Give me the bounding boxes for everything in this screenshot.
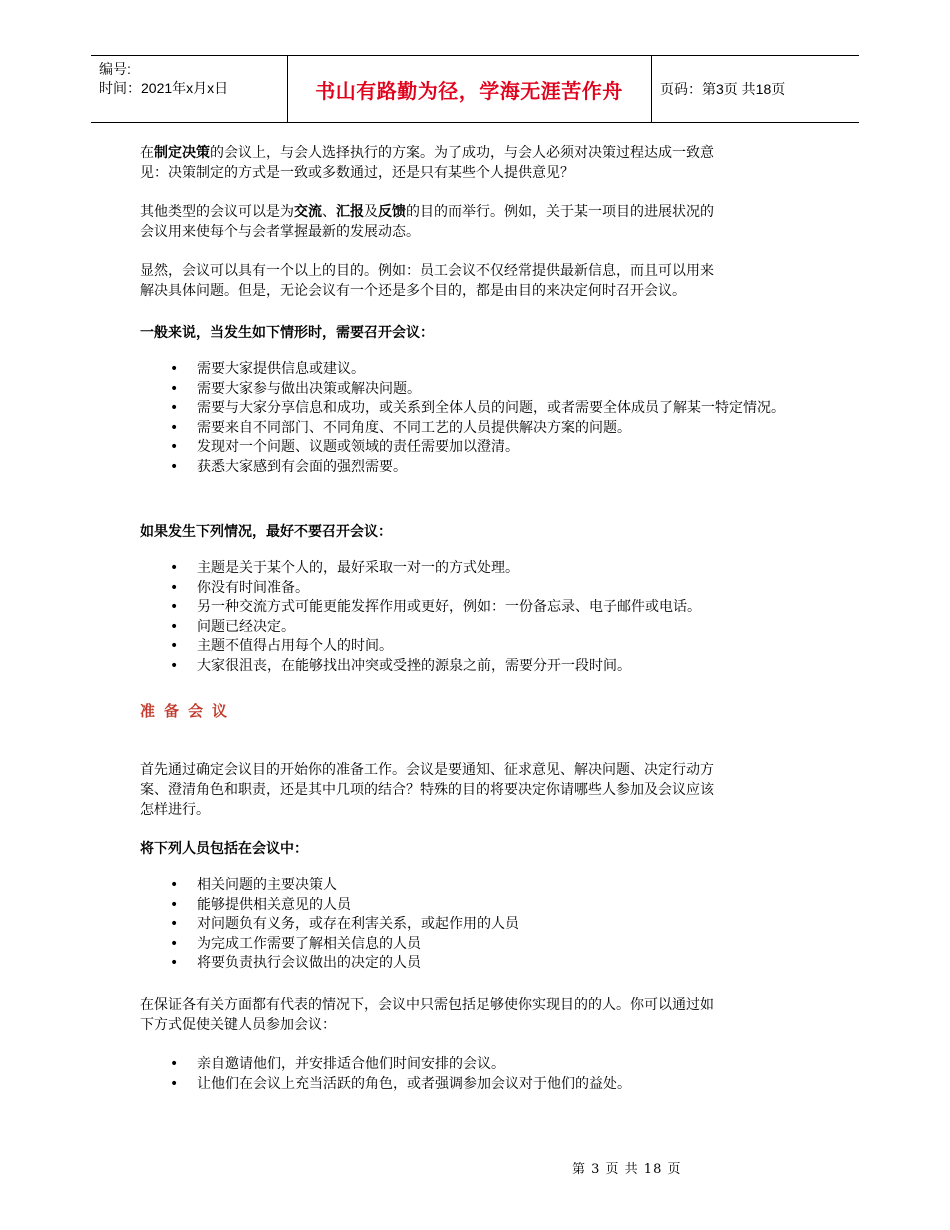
list-item: • 相关问题的主要决策人 [140,876,816,896]
paragraph-line: 下方式促使关键人员参加会议： [140,1017,336,1033]
paragraph-decision [140,143,816,183]
list-item: • 问题已经决定。 [140,618,816,638]
paragraph-line: 案、澄清角色和职责，还是其中几项的结合？特殊的目的将要决定你请哪些人参加及会议应该 [140,782,714,798]
paragraph-other-types [140,202,816,242]
list-item: • 大家很沮丧，在能够找出冲突或受挫的源泉之前，需要分开一段时间。 [140,657,816,677]
list-not [140,559,816,677]
time-label: 时间：2021年x月x日 [99,80,229,96]
header-divider [651,56,652,122]
paragraph-line [140,202,816,222]
list-item: • 亲自邀请他们，并安排适合他们时间安排的会议。 [140,1055,816,1075]
header-page-label: 页码：第3页 共18页 [660,81,786,97]
section-heading-prepare: 准备会议 [140,702,237,720]
page-footer: 第 3 页 共 18 页 [572,1162,682,1177]
header-meta [91,56,287,122]
paragraph-prepare-intro [140,760,816,820]
list-when [140,360,816,478]
text-run: 的目的而举行。例如，关于某一项目的进展状况的 [406,204,714,220]
bold-term: 交流 [294,204,322,220]
list-include [140,876,816,974]
bold-term: 制定决策 [154,145,210,161]
list-invite [140,1055,816,1094]
list-item: • 将要负责执行会议做出的决定的人员 [140,954,816,974]
header-motto: 书山有路勤为径，学海无涯苦作舟 [315,78,623,103]
list-item: • 主题不值得占用每个人的时间。 [140,637,816,657]
bold-term: 汇报 [336,204,364,220]
paragraph-line [140,143,816,163]
paragraph-line: 首先通过确定会议目的开始你的准备工作。会议是要通知、征求意见、解决问题、决定行动方 [140,762,714,778]
text-run: 其他类型的会议可以是为 [140,204,294,220]
list-item: • 获悉大家感到有会面的强烈需要。 [140,458,816,478]
section-heading-include: 将下列人员包括在会议中： [140,841,308,857]
list-item: • 让他们在会议上充当活跃的角色，或者强调参加会议对于他们的益处。 [140,1075,816,1095]
paragraph-line: 会议用来使每个与会者掌握最新的发展动态。 [140,224,420,240]
text-run: 及 [364,204,378,220]
paragraph-ensure [140,995,816,1035]
text-run: 在 [140,145,154,161]
list-item: • 需要与大家分享信息和成功，或关系到全体人员的问题，或者需要全体成员了解某一特定情况。 [140,399,799,419]
list-item: • 能够提供相关意见的人员 [140,896,816,916]
list-item: • 需要来自不同部门、不同角度、不同工艺的人员提供解决方案的问题。 [140,419,816,439]
text-run: 的会议上，与会人选择执行的方案。为了成功，与会人必须对决策过程达成一致意 [210,145,714,161]
list-item: • 主题是关于某个人的，最好采取一对一的方式处理。 [140,559,816,579]
paragraph-line: 解决具体问题。但是，无论会议有一个还是多个目的，都是由目的来决定何时召开会议。 [140,283,686,299]
number-label: 编号: [99,61,131,77]
paragraph-purpose [140,261,816,301]
paragraph-line: 在保证各有关方面都有代表的情况下，会议中只需包括足够使你实现目的的人。你可以通过如 [140,997,714,1013]
paragraph-line: 怎样进行。 [140,802,210,818]
paragraph-line: 见：决策制定的方式是一致或多数通过，还是只有某些个人提供意见？ [140,165,574,181]
list-item: • 需要大家参与做出决策或解决问题。 [140,380,816,400]
list-item: • 另一种交流方式可能更能发挥作用或更好，例如：一份备忘录、电子邮件或电话。 [140,598,816,618]
list-item: • 你没有时间准备。 [140,579,816,599]
section-heading-when: 一般来说，当发生如下情形时，需要召开会议： [140,325,434,341]
paragraph-line: 显然，会议可以具有一个以上的目的。例如：员工会议不仅经常提供最新信息，而且可以用来 [140,263,714,279]
list-item: • 为完成工作需要了解相关信息的人员 [140,935,816,955]
section-heading-not: 如果发生下列情况，最好不要召开会议： [140,524,392,540]
page-header [91,55,859,123]
list-item: • 对问题负有义务，或存在利害关系，或起作用的人员 [140,915,816,935]
bold-term: 反馈 [378,204,406,220]
list-item: • 需要大家提供信息或建议。 [140,360,816,380]
list-item: • 发现对一个问题、议题或领域的责任需要加以澄清。 [140,438,816,458]
text-run: 、 [322,204,336,220]
